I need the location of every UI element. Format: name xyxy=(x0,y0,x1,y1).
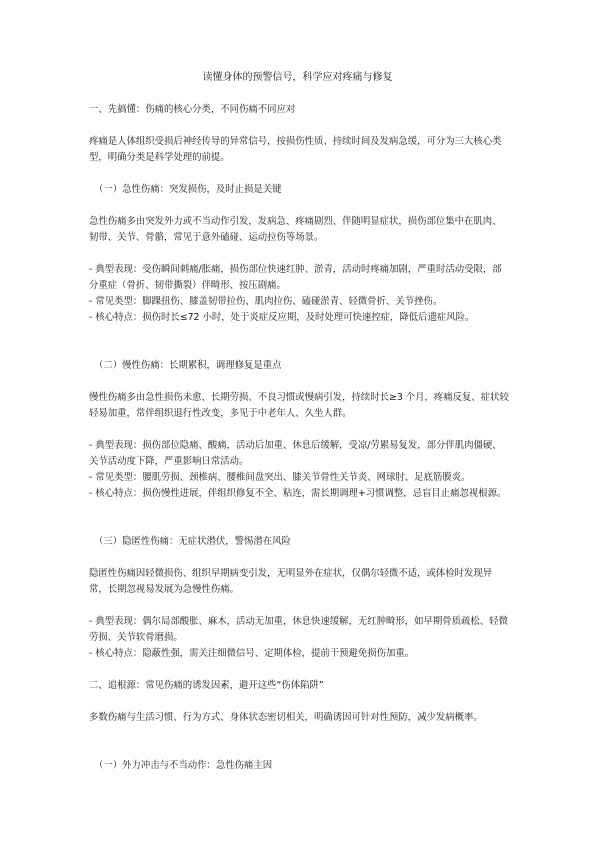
list-item: - 核心特点：损伤时长≤72 小时，处于炎症反应期，及时处理可快速控症，降低后遗症风险。 xyxy=(89,312,475,323)
section-2-subheading: （一）外力冲击与不当动作：急性伤痛主因 xyxy=(94,760,273,771)
acute-bullet-list xyxy=(89,262,509,326)
chronic-heading: （二）慢性伤痛：长期累积，调理修复是重点 xyxy=(94,360,282,371)
acute-heading: （一）急性伤痛：突发损伤，及时止损是关键 xyxy=(94,184,282,195)
list-item: - 核心特点：隐蔽性强，需关注细微信号、定期体检，提前干预避免损伤加重。 xyxy=(89,648,415,659)
hidden-bullet-list xyxy=(89,614,509,662)
acute-paragraph: 急性伤痛多由突发外力或不当动作引发，发病急、疼痛剧烈、伴随明显症状，损伤部位集中在肌肉、韧带、关节、骨骼，常见于意外磕碰、运动拉伤等场景。 xyxy=(89,216,502,243)
list-item: - 典型表现：受伤瞬间刺痛/胀痛，损伤部位快速红肿、淤青，活动时疼痛加剧，严重时活动受限，部分重症（骨折、韧带撕裂）伴畸形、按压剧痛。 xyxy=(89,264,502,291)
section-1-heading: 一、先搞懂：伤痛的核心分类，不同伤痛不同应对 xyxy=(89,104,296,115)
list-item: - 典型表现：损伤部位隐痛、酸痛，活动后加重、休息后缓解，受凉/劳累易复发，部分伴肌肉僵硬、关节活动度下降，严重影响日常活动。 xyxy=(89,440,502,467)
list-item: - 常见类型：脚踝扭伤、膝盖韧带拉伤、肌肉拉伤、磕碰淤青、轻微骨折、关节挫伤。 xyxy=(89,296,443,307)
chronic-paragraph: 慢性伤痛多由急性损伤未愈、长期劳损、不良习惯或慢病引发，持续时长≥3 个月，疼痛反复、症状较轻易加重，常伴组织退行性改变，多见于中老年人、久坐人群。 xyxy=(89,392,509,419)
chronic-bullet-list xyxy=(89,438,509,502)
section-2-intro: 多数伤痛与生活习惯、行为方式、身体状态密切相关，明确诱因可针对性预防，减少发病概率。 xyxy=(89,712,483,723)
list-item: - 典型表现：偶尔局部酸胀、麻木，活动无加重，休息快速缓解，无红肿畸形，如早期骨质疏松、轻微劳损、关节软骨磨损。 xyxy=(89,616,508,643)
list-item: - 常见类型：腰肌劳损、颈椎病、腰椎间盘突出、膝关节骨性关节炎、网球肘、足底筋膜炎。 xyxy=(89,472,471,483)
hidden-paragraph: 隐匿性伤痛因轻微损伤、组织早期病变引发，无明显外在症状，仅偶尔轻微不适，或体检时发现异常，长期忽视易发展为急慢性伤痛。 xyxy=(89,568,493,595)
document-title: 读懂身体的预警信号，科学应对疼痛与修复 xyxy=(202,72,393,83)
section-2-heading: 二、追根源：常见伤痛的诱发因素，避开这些“伤体陷阱” xyxy=(89,680,324,691)
list-item: - 核心特点：损伤慢性进展，伴组织修复不全、粘连，需长期调理+习惯调整，忌盲目止痛忽视根源。 xyxy=(89,488,507,499)
section-1-intro: 疼痛是人体组织受损后神经传导的异常信号，按损伤性质、持续时间及发病急缓，可分为三大核心类型，明确分类是科学处理的前提。 xyxy=(89,136,502,163)
hidden-heading: （三）隐匿性伤痛：无症状潜伏，警惕潜在风险 xyxy=(94,536,291,547)
